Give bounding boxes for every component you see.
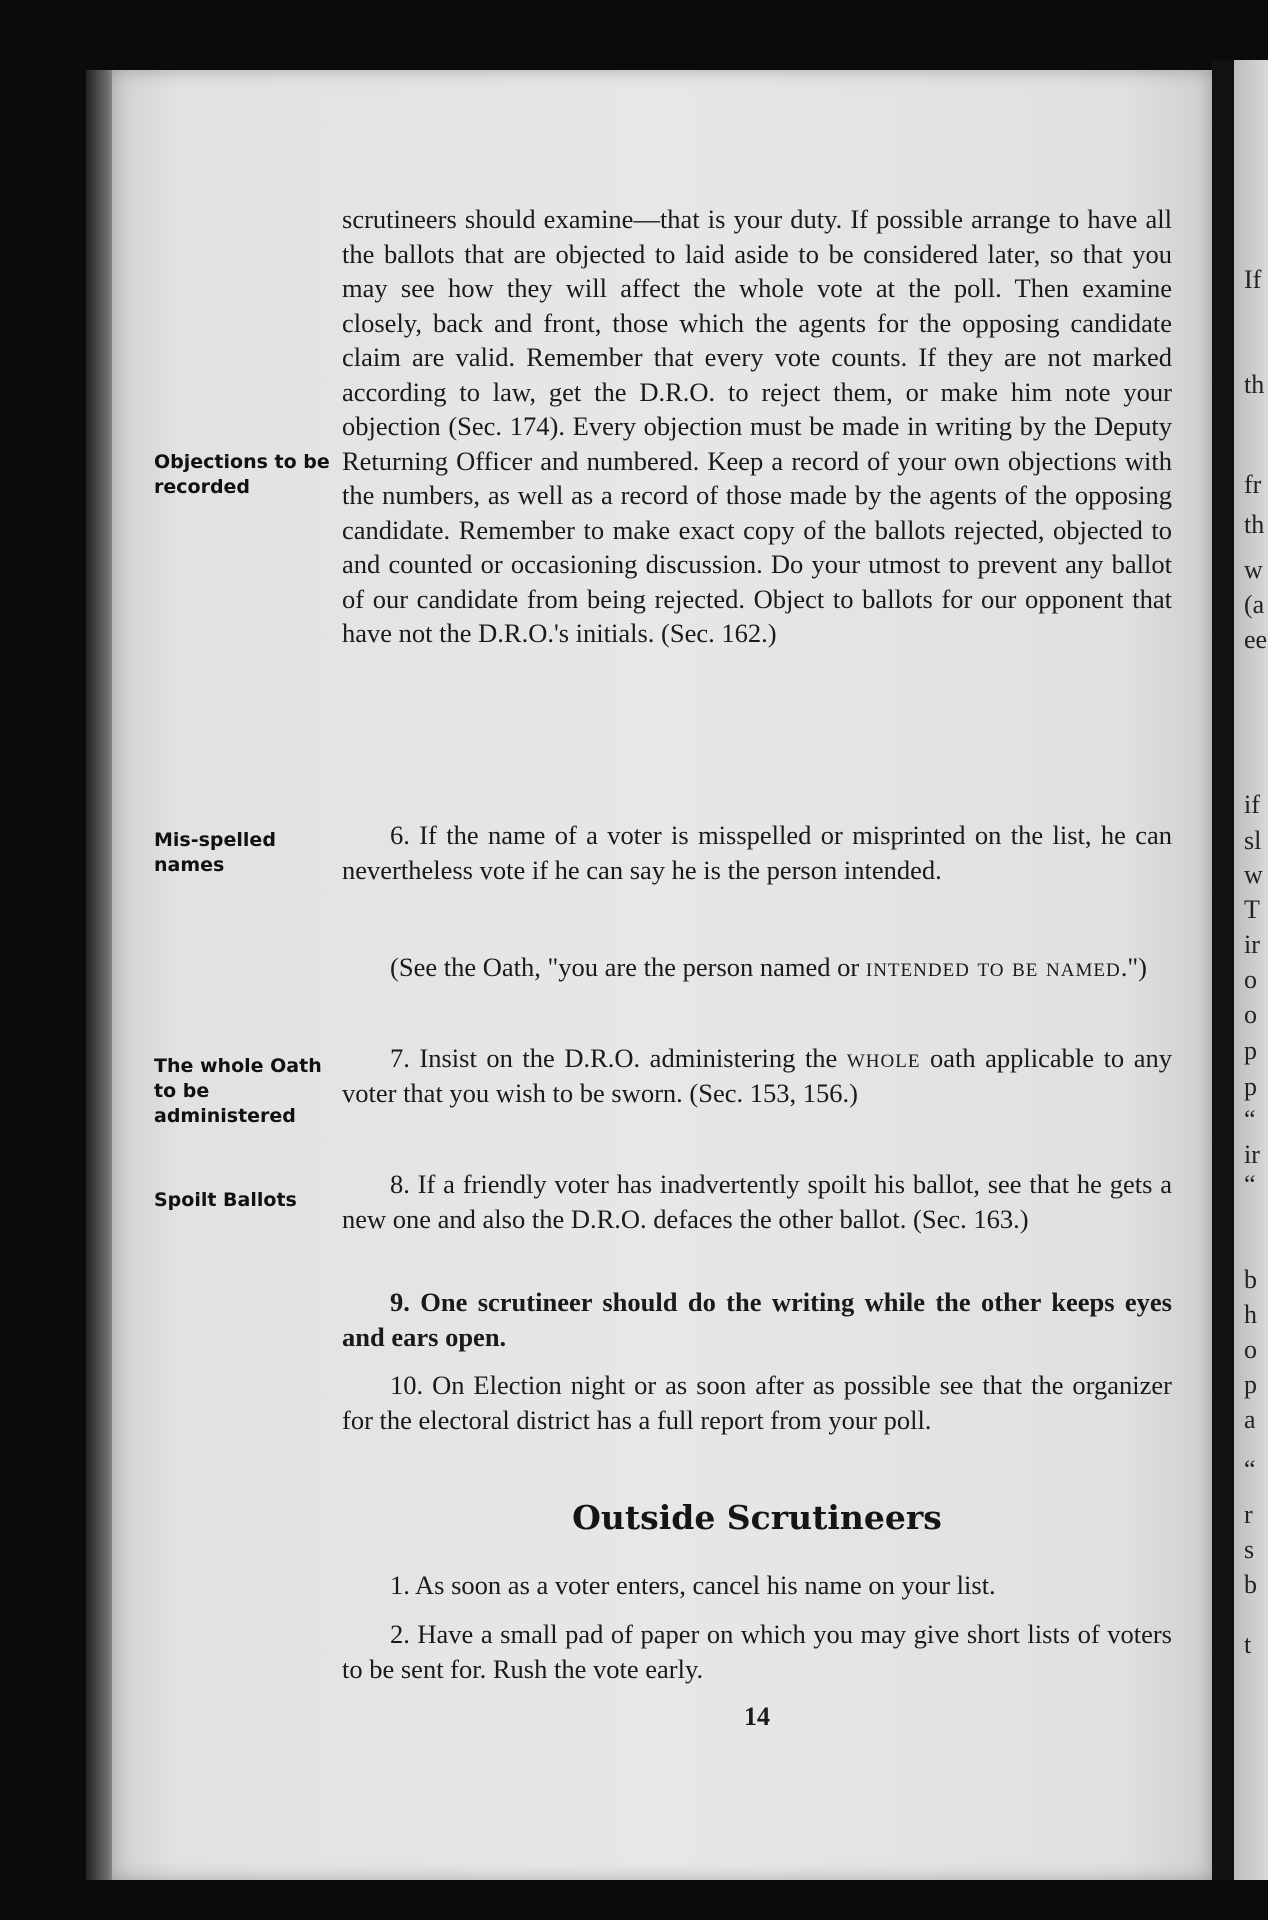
outside-item-1: 1. As soon as a voter enters, cancel his name on your list. [390,1570,996,1600]
item-10-paragraph: 10. On Election night or as soon after as possible see that the organizer for the electoral district has a full report from your poll. [342,1370,1172,1435]
adjacent-page-fragment: th [1244,510,1265,539]
adjacent-page-fragment: sl [1244,826,1262,855]
section-heading: Outside Scrutineers [572,1498,942,1537]
oath-note-small-caps: intended to be named [865,952,1121,982]
continued-paragraph: scrutineers should examine—that is your duty. If possible arrange to have all the ballots that are objected to laid aside to be considered later, so that you may see how they will affect the whole vote at the poll. Then examine closely, back and front, those which the agents for the opposing candidate claim are valid. Remember that every vote counts. If they are not marked according to law, get the D.R.O. to reject them, or make him note your objection (Sec. 174). Every objection must be made in writing by the Deputy Returning Officer and numbered. Keep a record of your own objections with the numbers, as well as a record of those made by the agents of the opposing candidate. Remember to make exact copy of the ballots rejected, objected to and counted or occasioning discussion. Do your utmost to prevent any ballot of our candidate from being rejected. Object to ballots for our opponent that have not the D.R.O.'s initials. (Sec. 162.) [342,204,1172,648]
margin-note-spoilt: Spoilt Ballots [154,1189,297,1211]
scan-border [86,1880,1268,1920]
item-7-suffix: oath applicable to any voter that you wish to be sworn. (Sec. 153, 156.) [342,1043,1172,1108]
adjacent-page-fragment: T [1244,895,1260,924]
adjacent-page-fragment: o [1244,1000,1257,1029]
adjacent-page-fragment: ir [1244,1140,1260,1169]
adjacent-page-fragment: “ [1244,1105,1256,1134]
item-6-paragraph: 6. If the name of a voter is misspelled or misprinted on the list, he can nevertheless vote if he can say he is the person intended. [342,820,1172,885]
adjacent-page-fragment: a [1244,1405,1256,1434]
adjacent-page-strip [1234,60,1268,1890]
adjacent-page-fragment: p [1244,1036,1257,1065]
item-7-paragraph [342,1041,1172,1110]
adjacent-page-fragment: b [1244,1265,1257,1294]
adjacent-page-fragment: o [1244,965,1257,994]
adjacent-page-fragment: t [1244,1630,1252,1659]
oath-note-suffix: .") [1120,952,1147,982]
adjacent-page-fragment: r [1244,1500,1253,1529]
adjacent-page-fragment: w [1244,555,1263,584]
margin-note-whole-oath: The whole Oath to be administered [154,1055,322,1127]
page-number: 14 [744,1702,770,1731]
adjacent-page-fragment: “ [1244,1170,1256,1199]
adjacent-page-fragment: w [1244,860,1263,889]
adjacent-page-fragment: “ [1244,1455,1256,1484]
book-gutter [1212,60,1234,1890]
adjacent-page-fragment: fr [1244,470,1262,499]
adjacent-page-fragment: h [1244,1300,1257,1329]
oath-note-paragraph [342,950,1172,985]
oath-note-prefix: (See the Oath, "you are the person named or [390,952,866,982]
adjacent-page-fragment: o [1244,1335,1257,1364]
adjacent-page-fragment: p [1244,1370,1257,1399]
adjacent-page-fragment: if [1244,790,1260,819]
adjacent-page-fragment: s [1244,1535,1255,1564]
adjacent-page-fragment: b [1244,1570,1257,1599]
item-8-paragraph: 8. If a friendly voter has inadvertently spoilt his ballot, see that he gets a new one and also the D.R.O. defaces the other ballot. (Sec. 163.) [342,1169,1172,1234]
item-7-prefix: 7. Insist on the D.R.O. administering the [390,1043,847,1073]
item-7-small-caps: whole [846,1043,921,1073]
margin-note-misspelled: Mis-spelled names [154,829,276,876]
adjacent-page-fragment: th [1244,370,1265,399]
adjacent-page-fragment: ir [1244,930,1260,959]
adjacent-page-fragment: (a [1244,590,1265,619]
adjacent-page-fragment: ee [1244,625,1268,654]
adjacent-page-fragment: If [1244,265,1262,294]
adjacent-page-fragment: p [1244,1072,1257,1101]
outside-item-2: 2. Have a small pad of paper on which you may give short lists of voters to be sent for. Rush the vote early. [342,1619,1172,1684]
item-9-paragraph: 9. One scrutineer should do the writing while the other keeps eyes and ears open. [342,1287,1172,1352]
margin-note-objections: Objections to be recorded [154,451,330,498]
